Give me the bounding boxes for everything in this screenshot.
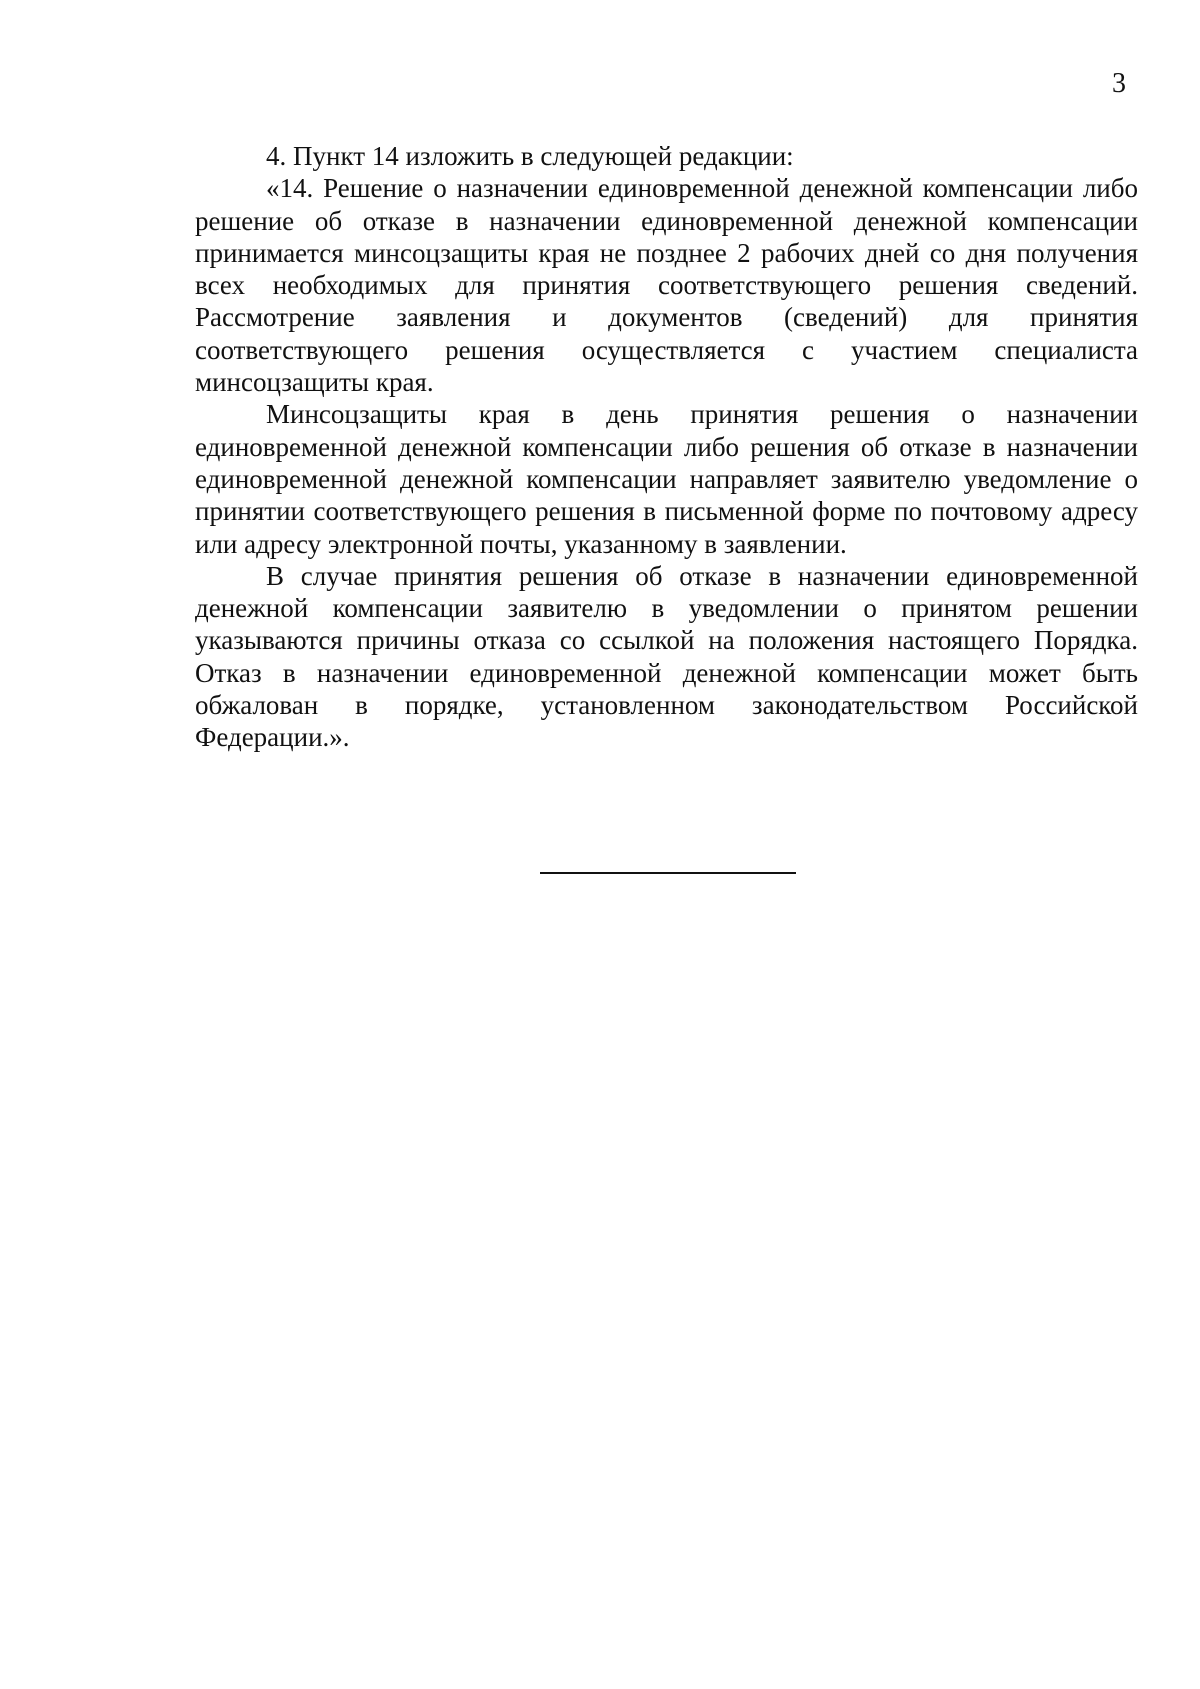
paragraph-notification: Минсоцзащиты края в день принятия решения о назначении единовременной денежной компенсации либо решения об отказе в назначении единовременной денежной компенсации направляет заявителю уведомление о принятии соответствующего решения в письменной форме по почтовому адресу или адресу электронной почты, указанному в заявлении. (195, 399, 1138, 559)
paragraph-item-4-heading: 4. Пункт 14 изложить в следующей редакции: (266, 141, 794, 171)
document-body (195, 140, 1138, 754)
end-separator-line (540, 872, 796, 874)
paragraph-item-14-decision: «14. Решение о назначении единовременной денежной компенсации либо решение об отказе в назначении единовременной денежной компенсации принимается минсоцзащиты края не позднее 2 рабочих дней со дня получения всех необходимых для принятия соответствующего решения сведений. Рассмотрение заявления и документов (сведений) для принятия соответствующего решения осуществляется с участием специалиста минсоцзащиты края. (195, 173, 1138, 398)
paragraph-refusal: В случае принятия решения об отказе в назначении единовременной денежной компенсации заявителю в уведомлении о принятом решении указываются причины отказа со ссылкой на положения настоящего Порядка. Отказ в назначении единовременной денежной компенсации может быть обжалован в порядке, установленном законодательством Российской Федерации.». (195, 560, 1138, 753)
page-number: 3 (1112, 68, 1126, 99)
